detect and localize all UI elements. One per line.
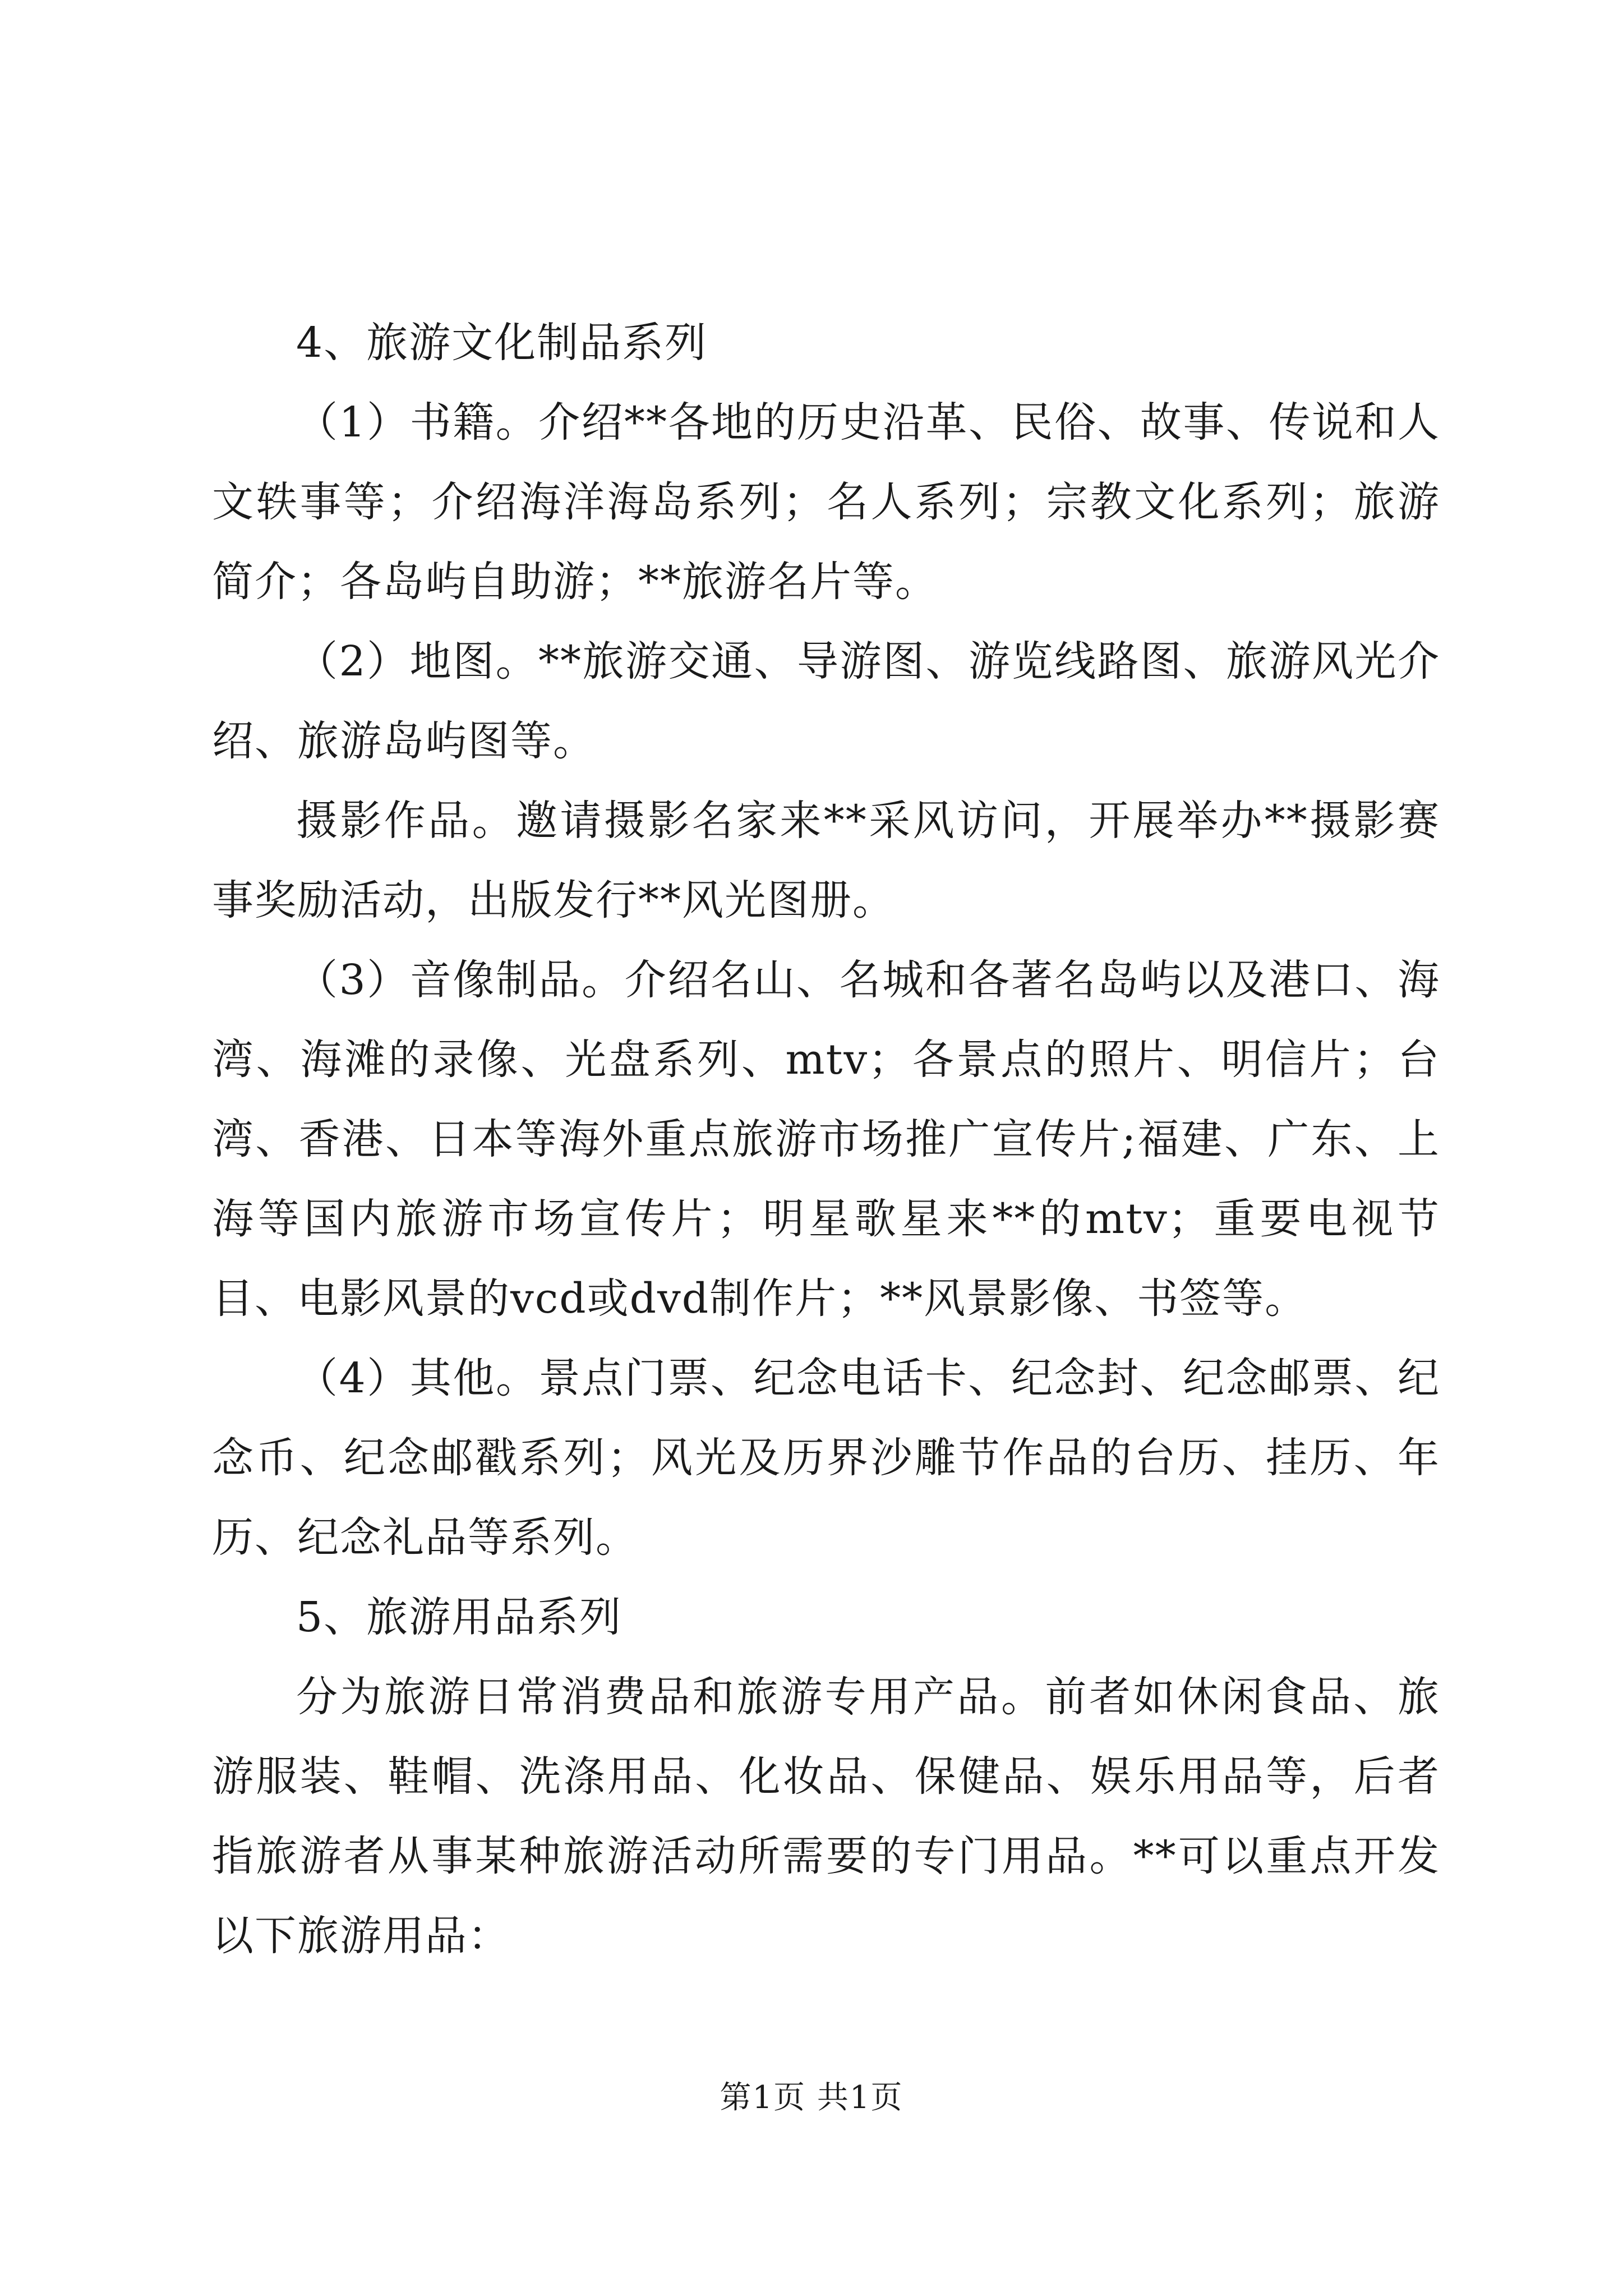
paragraph-travel-goods: 分为旅游日常消费品和旅游专用产品。前者如休闲食品、旅游服装、鞋帽、洗涤用品、化妆品、保健品、娱乐用品等，后者指旅游者从事某种旅游活动所需要的专门用品。**可以重点开发以下旅游用品： — [212, 1673, 1440, 1960]
paragraph-photography: 摄影作品。邀请摄影名家来**采风访问，开展举办**摄影赛事奖励活动，出版发行**风光图册。 — [212, 797, 1440, 924]
paragraph-maps: （2）地图。**旅游交通、导游图、游览线路图、旅游风光介绍、旅游岛屿图等。 — [212, 637, 1440, 765]
document-body — [212, 303, 1440, 1976]
paragraph-other: （4）其他。景点门票、纪念电话卡、纪念封、纪念邮票、纪念币、纪念邮戳系列；风光及历界沙雕节作品的台历、挂历、年历、纪念礼品等系列。 — [212, 1354, 1440, 1562]
paragraph-books: （1）书籍。介绍**各地的历史沿革、民俗、故事、传说和人文轶事等；介绍海洋海岛系列；名人系列；宗教文化系列；旅游简介；各岛屿自助游；**旅游名片等。 — [212, 398, 1440, 606]
section-heading-5: 5、旅游用品系列 — [296, 1593, 623, 1641]
section-heading-4: 4、旅游文化制品系列 — [296, 319, 708, 367]
paragraph-audio-video: （3）音像制品。介绍名山、名城和各著名岛屿以及港口、海湾、海滩的录像、光盘系列、mtv；各景点的照片、明信片；台湾、香港、日本等海外重点旅游市场推广宣传片;福建、广东、上海等国内旅游市场宣传片；明星歌星来**的mtv；重要电视节目、电影风景的vcd或dvd制作片；**风景影像、书签等。 — [212, 956, 1440, 1323]
page-footer: 第1页 共1页 — [720, 2079, 903, 2116]
